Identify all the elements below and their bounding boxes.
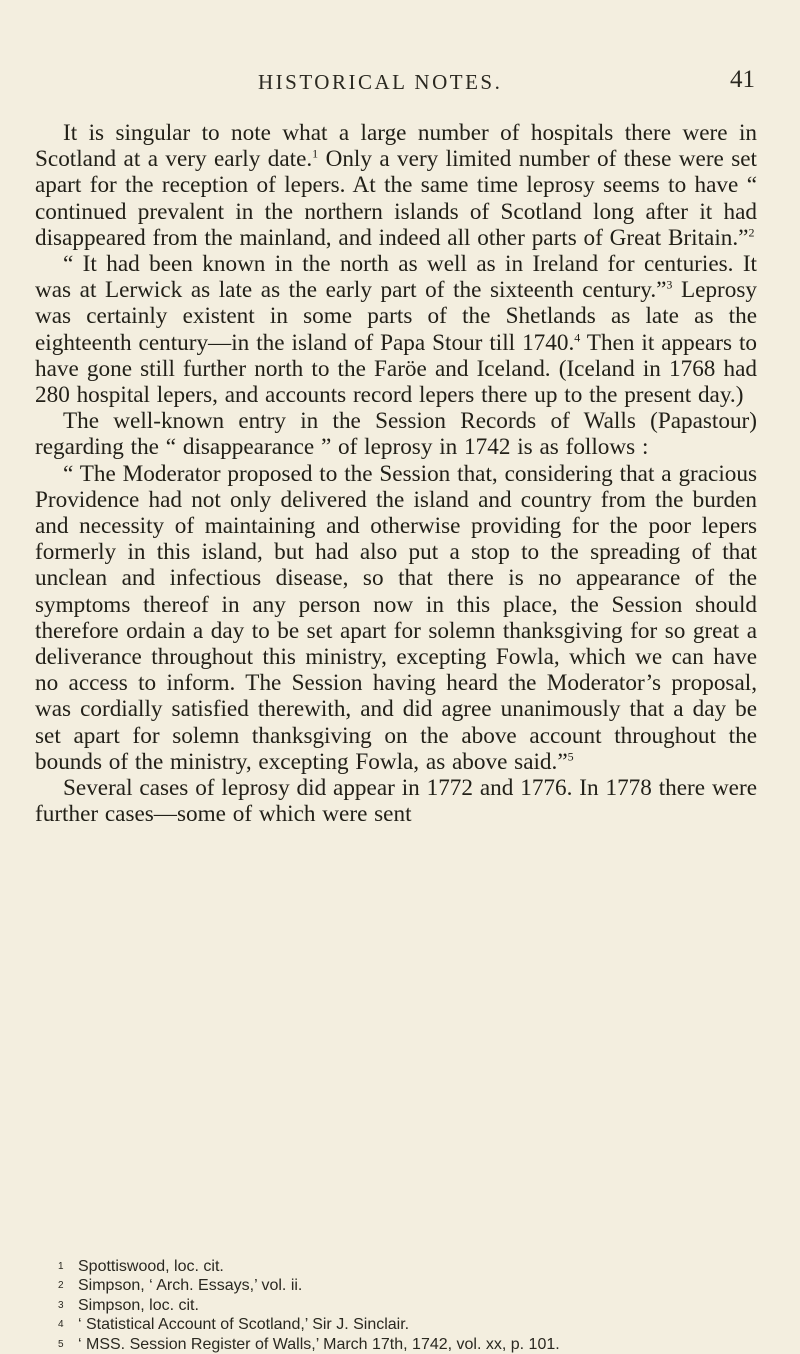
footnote-mark: 3 [58, 1299, 64, 1311]
footnote-mark: 4 [58, 1319, 64, 1331]
footnote [58, 1276, 758, 1295]
footnote-mark: 2 [58, 1280, 64, 1292]
running-head: HISTORICAL NOTES. [258, 70, 503, 94]
footnote-mark: 1 [58, 1261, 64, 1272]
footnote-text: ‘ Statistical Account of Scotland,’ Sir J. Sinclair. [78, 1316, 410, 1334]
footnote [58, 1296, 758, 1315]
paragraph-session-records [35, 408, 757, 460]
paragraph-later-cases [35, 775, 757, 827]
text-run: “ The Moderator proposed to the Session that, considering that a gracious Providence had not only delivered the island and country from the burden and necessity of maintaining and otherwise providing for the poor lepers formerly in this island, but had also put a stop to the spreading of that unclean and infectious disease, so that there is no appearance of the symptoms thereof in any person now in this place, the Session should therefore ordain a day to be set apart for solemn thanksgiving for so great a deliverance throughout this ministry, excepting Fowla, which we can have no access to inform. The Session having heard the Moderator’s proposal, was cordially satisfied therewith, and did agree unanimously that a day be set apart for solemn thanksgiving on the above account throughout the bounds of the ministry, excepting Fowla, as above said.” [35, 460, 757, 775]
text-run: Only a very limited number of these were set apart for the reception of lepers. At the same time leprosy seems to have “ continued prevalent in the northern islands of Scotland long after it had disappeared from the mainland, and indeed all other parts of Great Britain.” [35, 146, 757, 251]
footnote-ref: 2 [748, 225, 755, 240]
footnote-ref: 5 [567, 749, 574, 764]
text-run: “ It had been known in the north as well as in Ireland for centuries. It was at Lerwick as late as the early part of the sixteenth century.” [35, 251, 757, 304]
text-run: Then it appears to have gone still further north to the Faröe and Iceland. (Iceland in 1768 had 280 hospital lepers, and accounts record lepers there up to the present day.) [35, 329, 758, 409]
text-run: Several cases of leprosy did appear in 1772 and 1776. In 1778 there were further cases—some of which were sent [35, 775, 757, 828]
paragraph-hospitals [35, 120, 757, 251]
body-text [35, 120, 757, 827]
footnote-ref: 3 [666, 277, 673, 292]
footnote [58, 1315, 758, 1334]
paragraph-lerwick [35, 251, 757, 408]
footnote [58, 1335, 758, 1354]
footnote-text: Spottiswood, loc. cit. [78, 1258, 224, 1275]
footnote-text: Simpson, loc. cit. [78, 1296, 199, 1314]
footnote-ref: 1 [312, 146, 319, 161]
footnote-mark: 5 [58, 1338, 64, 1350]
footnotes [58, 1257, 758, 1354]
footnote [58, 1257, 758, 1276]
footnote-text: Simpson, ‘ Arch. Essays,’ vol. ii. [78, 1277, 303, 1295]
text-run: The well-known entry in the Session Records of Walls (Papastour) regarding the “ disappearance ” of leprosy in 1742 is as follows : [35, 408, 757, 461]
paragraph-quotation [35, 461, 757, 775]
text-run: It is singular to note what a large number of hospitals there were in Scotland at a very early date. [35, 120, 757, 173]
text-run: Leprosy was certainly existent in some parts of the Shetlands as late as the eighteenth century—in the island of Papa Stour till 1740. [35, 277, 757, 356]
page-number: 41 [730, 66, 755, 93]
footnote-text: ‘ MSS. Session Register of Walls,’ March 17th, 1742, vol. xx, p. 101. [78, 1335, 560, 1353]
footnote-ref: 4 [574, 329, 581, 344]
